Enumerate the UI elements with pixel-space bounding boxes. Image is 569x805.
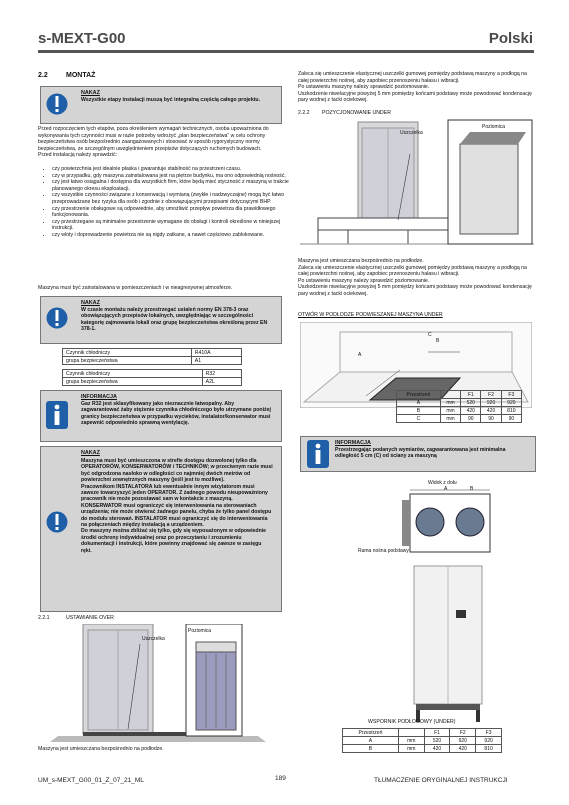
table-header: F1 — [461, 391, 481, 399]
table-cell: 90 — [501, 415, 521, 423]
table-cell: 420 — [424, 745, 450, 753]
table-cell: A1 — [191, 357, 241, 365]
table-header: Przestrzeń — [343, 729, 399, 737]
checklist-item: • czy przestrzenie obsługowe są odpowiednie, aby umożliwić przepływ powietrza dla prawidłowego funkcjonowania. — [52, 206, 296, 219]
table-cell: 90 — [481, 415, 501, 423]
section-number: 2.2 — [38, 72, 48, 79]
info-heading: INFORMACJA — [335, 440, 371, 446]
stand-table — [342, 728, 502, 753]
table-header — [398, 729, 424, 737]
paragraph: Uszkodzenie niwelacyjne powyżej 5 mm pomiędzy końcami podstawy może powodować kondensację pary wodnej z tacki ociekowej. — [298, 90, 532, 104]
table-cell: B — [397, 407, 441, 415]
figure-stand — [396, 486, 496, 726]
document-title: s-MEXT-G00 — [38, 30, 126, 47]
info-text: Gaz R32 jest sklasyfikowany jako nieznacznie łatwopalny. Aby zagwarantować żaby stężenie czynnika chłodniczego było utrzymane poniżej granicy bezpieczeństwa w przypadku wycieków, instalator/konserwator musi zapewnić odpowiednio sprawną wentylację. — [81, 401, 271, 427]
footer-doc-id: UM_s-MEXT_G00_01_Z_07_21_ML — [38, 777, 144, 784]
intro-paragraph: Przed rozpoczęciem tych etapów, poza określeniem wymagań technicznych, osoba upoważniona do wykonywania tych czynności musi w razie potrzeby wdrożyć „plan bezpieczeństwa” w celu ochrony bezpieczeństwa osób bezpośrednio zaangażowanych i stosować w sposób rygorystyczny normy bezpieczeństwa, ze szczególnym uwzględnieniem przepisów dotyczących ruchomych budowach. — [38, 126, 269, 152]
table-header: F3 — [476, 729, 502, 737]
table-cell: mm — [440, 415, 460, 423]
mandatory-icon — [46, 91, 68, 117]
checklist-item: • czy jest łatwo osiągalna i dostępna dla wszystkich firm, które będą mieć styczność z maszyną w trakcie planowanego okresu eksploatacji. — [52, 179, 296, 192]
note-box-1 — [40, 86, 282, 124]
paragraph: Po ustawieniu maszyny należy sprawdzić poziomowanie. — [298, 277, 430, 284]
stand-table-title: WSPORNIK PODŁOGOWY (UNDER) — [368, 719, 456, 725]
dim-c: C — [428, 332, 432, 338]
table-cell: A — [397, 399, 441, 407]
note-paragraph: KONSERWATOR musi ograniczyć się interweniowania na sterowaniach urządzenia; nie może otwierać żadnego panelu, chyba że tylko panel dostępu do modułu sterowań. INSTALATOR musi ograniczyć się do interweniowania na połączeniach między instalacją a urządzeniem. — [81, 502, 272, 529]
table-cell: grupa bezpieczeństwa — [63, 357, 192, 365]
table-cell: Czynnik chłodniczy — [63, 370, 203, 378]
table-cell: 810 — [476, 745, 502, 753]
paragraph: Zaleca się umieszczenie elastycznej uszczelki gumowej pomiędzy podstawą maszyny a podłogą na całej powierzchni nośnej, aby zapobiec przenoszeniu hałasu i wibracji. — [298, 71, 527, 84]
table-cell: mm — [398, 745, 424, 753]
checklist-item: • czy wszystkie czynności związane z konserwacją i wymianą (zwykłe i nadzwyczajne) mogą być łatwo przeprowadzane bez ryzyka dla osób i zgodnie z obowiązującymi przepisami dotyczącymi BHP. — [52, 192, 296, 205]
subsection-number: 2.2.1 — [38, 615, 50, 621]
mandatory-icon — [46, 509, 68, 535]
bottom-view-label: Widok z dołu — [428, 480, 457, 486]
subsection-number: 2.2.2 — [298, 110, 310, 116]
table-header: F2 — [481, 391, 501, 399]
figure-over-units — [38, 624, 282, 744]
table-header: F2 — [450, 729, 476, 737]
paragraph: Uszkodzenie niwelacyjne powyżej 5 mm pomiędzy końcami podstawy może powodować kondensację pary wodnej z tacki ociekowej. — [298, 284, 532, 297]
table-cell: 420 — [481, 407, 501, 415]
info-heading: INFORMACJA — [81, 394, 117, 400]
table-cell: 520 — [461, 399, 481, 407]
subsection-title: USTAWIANIE OVER — [66, 615, 114, 621]
opening-title: OTWÓR W PODŁODZE PODWIESZANEJ MASZYNA UNDER — [298, 312, 443, 318]
intro-end: Maszyna musi być zainstalowana w pomieszczeniach i w nieagresywnej atmosferze. — [38, 285, 233, 291]
info-box-2 — [300, 436, 536, 472]
subsection-title: POZYCJONOWANIE UNDER — [322, 110, 391, 116]
paragraph: Zaleca się umieszczenie elastycznej uszczelki gumowej pomiędzy podstawą maszyny a podłogą na całej powierzchni nośnej, aby zapobiec przenoszeniu hałasu i wibracji. — [298, 264, 527, 278]
level-label: Poziomica — [188, 628, 212, 634]
header-divider — [38, 50, 534, 53]
note-box-3 — [40, 446, 282, 612]
table-cell: grupa bezpieczeństwa — [63, 378, 203, 386]
page-number: 189 — [275, 775, 286, 782]
language-label: Polski — [488, 30, 533, 47]
table-cell: 420 — [450, 745, 476, 753]
note-heading: NAKAZ — [81, 90, 100, 96]
figure-under-units — [298, 118, 536, 254]
table-cell: 920 — [450, 737, 476, 745]
note-paragraph: Do maszyny można zbliżać się tylko, gdy się wyposażonym w odpowiednie środki ochrony indywidualnej oraz po przeczytaniu i zrozumieniu dokumentacji i instrukcji, które powinny znajdować się zawsze w zasięgu ręki. — [81, 528, 267, 554]
checklist-item: • czy w przypadku, gdy maszyna zainstalowana jest na piętrze budynku, ma ono odpowiednią nośność. — [52, 173, 296, 180]
table-cell: R410A — [191, 349, 241, 357]
note-text — [81, 458, 273, 554]
table-header — [440, 391, 460, 399]
dim-b: B — [436, 338, 440, 344]
seal-label: Uszczelka — [400, 130, 423, 136]
right-intro — [298, 71, 536, 104]
table-header: Przestrzeń — [397, 391, 441, 399]
note-paragraph: Pracownikom INSTALATORA lub ewentualnie innym wizytatorom musi zawsze towarzyszyć jeden OPERATOR. Z żadnego powodu nieupoważniony pracownik nie może pozostawać sam w kontakcie z maszyną. — [81, 483, 268, 503]
table-cell: mm — [440, 407, 460, 415]
table-header: F1 — [424, 729, 450, 737]
table-cell: mm — [398, 737, 424, 745]
opening-table — [396, 390, 522, 423]
section-title: MONTAŻ — [66, 72, 96, 79]
table-cell: B — [343, 745, 399, 753]
table-cell: 90 — [461, 415, 481, 423]
table-cell: mm — [440, 399, 460, 407]
table-cell: R32 — [202, 370, 241, 378]
info-text: Przestrzegając podanych wymiarów, zagwarantowana jest minimalna odległość 5 cm (C) od ściany za maszyną — [335, 447, 506, 460]
paragraph: Maszyna jest umieszczana bezpośrednio na podłodze. — [298, 258, 424, 264]
footer-translation: TŁUMACZENIE ORYGINALNEJ INSTRUKCJI — [374, 777, 508, 784]
dim-b: B — [470, 486, 474, 492]
table-cell: A2L — [202, 378, 241, 386]
intro-paragraph: Przed instalacją należy sprawdzić: — [38, 152, 118, 159]
table-cell: 920 — [501, 399, 521, 407]
checklist-item: • czy wloty i doprowadzenie powietrza nie są nigdy zatkane, a nawet częściowo zablokowane. — [52, 232, 296, 239]
table-cell: 520 — [424, 737, 450, 745]
dim-a: A — [358, 352, 362, 358]
note-paragraph: Maszyna musi być umieszczona w strefie dostępu dozwolonej tylko dla OPERATORÓW, KONSERWATORÓW i TECHNIKÓW; w przeciwnym razie musi być odgrodzona nasłoko w odległości co najmniej dwóch metrów od powierzchni zewnętrznych maszyny (jeśli jest to możliwe). — [81, 458, 273, 484]
refrigerant-table-1 — [62, 348, 242, 365]
note-heading: NAKAZ — [81, 300, 100, 306]
checklist-item: • czy powierzchnia jest idealnie płaska i gwarantuje stabilność na przestrzeni czasu. — [52, 166, 296, 173]
checklist — [38, 166, 296, 239]
refrigerant-table-2 — [62, 369, 242, 386]
paragraph: Po ustawieniu maszyny należy sprawdzić poziomowanie. — [298, 84, 430, 91]
seal-label: Uszczelka — [142, 636, 165, 642]
table-cell: 920 — [476, 737, 502, 745]
dim-a: A — [444, 486, 448, 492]
info-icon — [307, 440, 329, 468]
table-cell: 920 — [481, 399, 501, 407]
checklist-item: • czy przestrzegane są minimalne przestrzenie wymagane do obsługi i kontroli określone w niniejszej instrukcji. — [52, 219, 296, 232]
caption: Maszyna jest umieszczana bezpośrednio na podłodze. — [38, 746, 164, 752]
table-cell: C — [397, 415, 441, 423]
note-text: Wszystkie etapy instalacji muszą być integralną częścią całego projektu. — [81, 97, 261, 103]
table-cell: 420 — [461, 407, 481, 415]
mandatory-icon — [46, 305, 68, 331]
table-cell: 810 — [501, 407, 521, 415]
note-heading: NAKAZ — [81, 450, 100, 456]
table-cell: A — [343, 737, 399, 745]
table-header: F3 — [501, 391, 521, 399]
info-box-1 — [40, 390, 282, 442]
note-text: W czasie montażu należy przestrzegać ustaleń normy EN 378-3 oraz obowiązujących przepisów lokalnych, uwzględniając w szczególności kategorię zajmowania lokali oraz grupę bezpieczeństwa określoną przez EN 378-1. — [81, 307, 268, 333]
level-label: Poziomica — [482, 124, 506, 130]
info-icon — [46, 401, 68, 429]
right-mid — [298, 258, 536, 298]
table-cell: Czynnik chłodniczy — [63, 349, 192, 357]
note-box-2 — [40, 296, 282, 344]
intro-text — [38, 126, 282, 159]
frame-label: Rama nośna podstawy — [358, 548, 409, 554]
